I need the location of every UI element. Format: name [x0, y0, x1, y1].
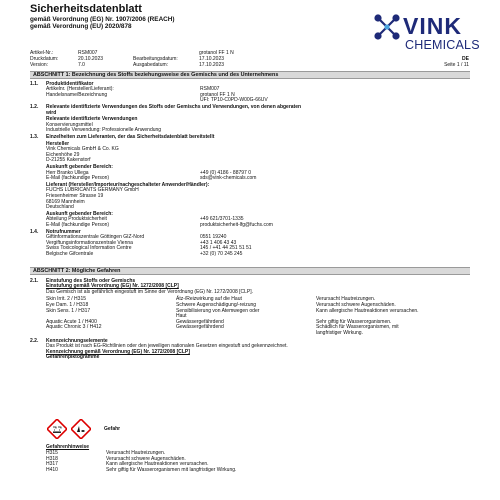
section-2-content	[30, 278, 470, 360]
email-link[interactable]: produktsicherheit-lfg@fuchs.com	[200, 221, 273, 228]
hazard-category: Sensibilisierung von Atemwegen oder	[176, 307, 260, 314]
h-code: H318	[46, 455, 58, 462]
meta-label: Artikel-Nr.:	[30, 49, 54, 56]
address-line: Eichenhöhe 29	[46, 151, 80, 158]
subsection-number: 1.1.	[30, 80, 39, 87]
h-code: H410	[46, 467, 58, 474]
emergency-number: +43 1 406 43 43	[200, 239, 237, 246]
subsection-title: Produktidentifikator	[46, 80, 94, 87]
h-code: H315	[46, 450, 58, 457]
h-statement: Verursacht schwere Augenschäden.	[106, 455, 186, 462]
meta-value: RSM007	[78, 49, 98, 56]
section-1-header: ABSCHNITT 1: Bezeichnung des Stoffs beziehungsweise des Gemischs und des Unternehmens	[30, 71, 470, 79]
subsection-number: 2.2.	[30, 337, 39, 344]
contact-label: Herr Branko Ullega	[46, 169, 89, 176]
address-line: Deutschland	[46, 204, 74, 211]
meta-label: Version:	[30, 61, 49, 68]
subsection-title: Kennzeichnungselemente	[46, 337, 108, 344]
emergency-centre: Vergiftungsinformationszentrale Vienna	[46, 239, 133, 246]
phone-number: +49 (0) 4186 - 88797 0	[200, 169, 252, 176]
subsection-title: Einstufung des Stoffs oder Gemischs	[46, 277, 136, 284]
signal-word-wrap	[104, 426, 164, 432]
subsection-number: 1.4.	[30, 228, 39, 235]
subsection-number: 2.1.	[30, 277, 39, 284]
meta-value: 17.10.2023	[199, 61, 225, 68]
hazard-class: Skin Sens. 1 / H317	[46, 307, 91, 314]
emergency-centre: Belgische Gifcentrale	[46, 250, 94, 257]
section-1-content	[30, 81, 470, 257]
meta-row-version	[30, 62, 470, 68]
section-2-header: ABSCHNITT 2: Mögliche Gefahren	[30, 267, 470, 275]
molecule-logo-icon	[372, 12, 402, 42]
meta-label: Druckdatum:	[30, 55, 59, 62]
field-value: RSM007	[200, 86, 220, 93]
h-code: H317	[46, 461, 58, 468]
subsection-title: Einzelheiten zum Lieferanten, der das Sicherheitsdatenblatt bereitstellt	[46, 134, 215, 141]
regulation-line-1: gemäß Verordnung (EG) Nr. 1907/2006 (REACH)	[30, 15, 175, 23]
subsection-number: 1.2.	[30, 104, 39, 111]
subheading: Relevante identifizierte Verwendungen	[46, 116, 138, 123]
emergency-number: 145 / +41 44 251 51 51	[200, 245, 252, 252]
emergency-number: +32 (0) 70 245 245	[200, 250, 243, 257]
language-code: DE	[462, 55, 469, 62]
emergency-centre: Swiss Toxicological Information Centre	[46, 245, 132, 252]
meta-value: 17.10.2023	[199, 55, 225, 62]
address-line: D-21255 Kakenstorf	[46, 157, 91, 164]
product-name: grotanol FF 1 N	[199, 49, 234, 56]
field-label: Artikelnr. (Hersteller/Lieferant):	[46, 86, 114, 93]
document-title: Sicherheitsdatenblatt	[30, 3, 142, 15]
page-number: Seite 1 / 11	[444, 61, 469, 68]
hazard-category: Gewässergefährdend	[176, 318, 224, 325]
hazard-class: Eye Dam. 1 / H318	[46, 302, 89, 309]
hazard-statement: Schädlich für Wasserorganismen, mit	[316, 324, 399, 331]
hazard-statement: langfristiger Wirkung.	[316, 330, 363, 337]
field-label: Handelsname/Bezeichnung	[46, 91, 108, 98]
meta-value: 20.10.2023	[78, 55, 104, 62]
hazard-class: Aquatic Acute 1 / H400	[46, 318, 97, 325]
hazard-statement: Verursacht Hautreizungen.	[316, 296, 376, 303]
regulation-line-2: gemäß Verordnung (EU) 2020/878	[30, 22, 132, 30]
h-statement: Kann allergische Hautreaktionen verursachen.	[106, 461, 209, 468]
meta-value: 7.0	[78, 61, 85, 68]
subheading: Auskunft gebender Bereich:	[46, 210, 113, 217]
subheading: Hersteller	[46, 140, 70, 147]
meta-label: Ausgabedatum:	[133, 61, 169, 68]
subsection-title: Relevante identifizierte Verwendungen des Stoffs oder Gemischs und Verwendungen, von denen abgeraten	[46, 104, 302, 111]
subsection-title-cont: wird	[46, 109, 57, 116]
use-item: Industrielle Verwendung: Professionelle Anwendung	[46, 127, 162, 134]
hazard-category: Schwere Augenschädigung/-reizung	[176, 302, 257, 309]
hazard-category: Haut	[176, 313, 187, 320]
emergency-number: 0551 19240	[200, 234, 227, 241]
hazard-statement: Verursacht schwere Augenschäden.	[316, 302, 396, 309]
contact-label: E-Mail (fachkundige Person)	[46, 175, 110, 182]
h-statement: Sehr giftig für Wasserorganismen mit langfristiger Wirkung.	[106, 467, 237, 474]
corrosion-pictogram-icon	[47, 419, 67, 439]
contact-label: E-Mail (fachkundige Person)	[46, 221, 110, 228]
field-value: grotanol FF 1 N	[200, 91, 235, 98]
document-meta	[30, 50, 470, 68]
hazard-class: Aquatic Chronic 3 / H412	[46, 324, 102, 331]
hazard-statements	[30, 444, 470, 473]
hazard-category: Ätz-/Reizwirkung auf die Haut	[176, 296, 242, 303]
logo-word-chemicals: CHEMICALS	[405, 38, 480, 52]
subheading: Auskunft gebender Bereich:	[46, 163, 113, 170]
emergency-centre: Giftinformationszentrale Göttingen GIZ-Nord	[46, 234, 145, 241]
address-line: 68169 Mannheim	[46, 198, 85, 205]
subheading: Gefahrenhinweise	[46, 443, 90, 450]
classification-note: Das Gemisch ist als gefährlich eingestuft im Sinne der Verordnung (EG) Nr. 1272/2008 [CLP].	[46, 288, 254, 295]
ufi-code: UFI: TP10-C0PD-W00G-66UV	[200, 97, 268, 104]
address-line: Friesenheimer Strasse 19	[46, 192, 104, 199]
use-item: Konservierungsmittel	[46, 121, 93, 128]
logo-word-vink: VINK	[403, 13, 462, 39]
h-statement: Verursacht Hautreizungen.	[106, 450, 166, 457]
hazard-statement: Kann allergische Hautreaktionen verursachen.	[316, 307, 419, 314]
hazard-statement: Sehr giftig für Wasserorganismen.	[316, 318, 392, 325]
hazard-class: Skin Irrit. 2 / H315	[46, 296, 87, 303]
subheading: Einstufung gemäß Verordnung (EG) Nr. 1272/2008 [CLP]	[46, 283, 179, 290]
address-line: FUCHS LUBRICANTS GERMANY GmbH	[46, 187, 139, 194]
phone-number: +49 621/3701-1335	[200, 216, 244, 223]
subsection-number: 1.3.	[30, 134, 39, 141]
environment-pictogram-icon	[71, 419, 91, 439]
email-link[interactable]: sds@vink-chemicals.com	[200, 175, 257, 182]
signal-word: Gefahr	[104, 425, 121, 432]
meta-label: Bearbeitungsdatum:	[133, 55, 178, 62]
labelling-note: Das Produkt ist nach EG-Richtlinien oder den jeweiligen nationalen Gesetzen eingestuft und gekennzeichnet.	[46, 343, 288, 350]
subsection-title: Notrufnummer	[46, 228, 81, 235]
subheading: Kennzeichnung gemäß Verordnung (EG) Nr. 1272/2008 [CLP]	[46, 348, 190, 355]
subheading: Gefahrenpiktogramme	[46, 354, 100, 361]
subheading: Lieferant (Hersteller/Importeur/nachgeschalteter Anwender/Händler):	[46, 181, 210, 188]
address-line: Vink Chemicals GmbH & Co. KG	[46, 146, 119, 153]
contact-label: Abteilung Produktsicherheit	[46, 216, 107, 223]
hazard-category: Gewässergefährdend	[176, 324, 224, 331]
